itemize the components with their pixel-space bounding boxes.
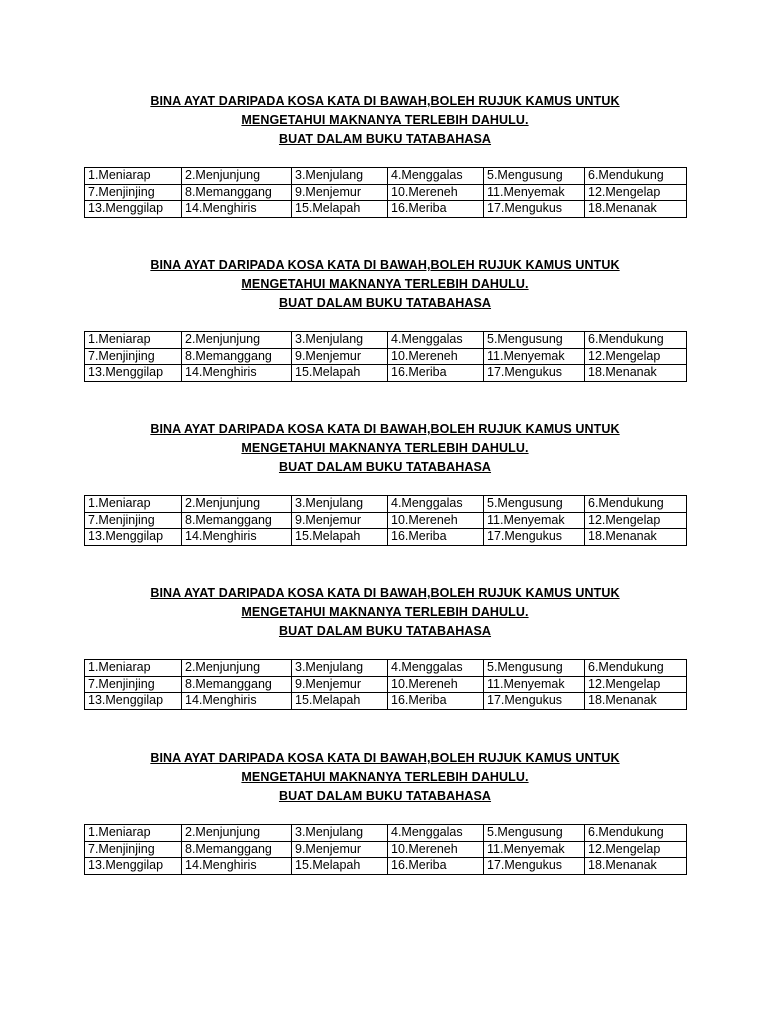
word-cell: 10.Mereneh: [388, 676, 484, 693]
heading-line-1: BINA AYAT DARIPADA KOSA KATA DI BAWAH,BOLEH RUJUK KAMUS UNTUK: [150, 258, 620, 272]
table-row: [85, 332, 687, 349]
word-cell: 2.Menjunjung: [182, 168, 292, 185]
heading-line-2: MENGETAHUI MAKNANYA TERLEBIH DAHULU.: [241, 441, 529, 455]
word-cell: 7.Menjinjing: [85, 676, 182, 693]
table-row: [85, 529, 687, 546]
word-cell: 5.Mengusung: [484, 660, 585, 677]
table-row: [85, 201, 687, 218]
word-cell: 7.Menjinjing: [85, 184, 182, 201]
word-cell: 18.Menanak: [585, 858, 687, 875]
word-cell: 2.Menjunjung: [182, 660, 292, 677]
word-cell: 13.Menggilap: [85, 365, 182, 382]
heading-line-2: MENGETAHUI MAKNANYA TERLEBIH DAHULU.: [241, 770, 529, 784]
exercise-section-2: [84, 256, 686, 379]
word-cell: 17.Mengukus: [484, 858, 585, 875]
word-cell: 8.Memanggang: [182, 184, 292, 201]
word-cell: 6.Mendukung: [585, 168, 687, 185]
word-cell: 15.Melapah: [292, 529, 388, 546]
word-cell: 15.Melapah: [292, 365, 388, 382]
word-cell: 16.Meriba: [388, 693, 484, 710]
vocabulary-table: [84, 659, 687, 710]
word-cell: 7.Menjinjing: [85, 841, 182, 858]
word-cell: 7.Menjinjing: [85, 348, 182, 365]
word-cell: 9.Menjemur: [292, 512, 388, 529]
word-cell: 10.Mereneh: [388, 512, 484, 529]
word-cell: 4.Menggalas: [388, 332, 484, 349]
heading-line-3: BUAT DALAM BUKU TATABAHASA: [278, 624, 492, 638]
word-cell: 5.Mengusung: [484, 168, 585, 185]
word-cell: 5.Mengusung: [484, 496, 585, 513]
word-cell: 11.Menyemak: [484, 676, 585, 693]
word-cell: 3.Menjulang: [292, 660, 388, 677]
word-cell: 1.Meniarap: [85, 332, 182, 349]
word-cell: 12.Mengelap: [585, 841, 687, 858]
word-cell: 5.Mengusung: [484, 825, 585, 842]
table-row: [85, 168, 687, 185]
word-cell: 4.Menggalas: [388, 168, 484, 185]
word-cell: 13.Menggilap: [85, 529, 182, 546]
word-cell: 16.Meriba: [388, 529, 484, 546]
word-cell: 9.Menjemur: [292, 841, 388, 858]
exercise-section-1: [84, 92, 686, 215]
word-cell: 6.Mendukung: [585, 660, 687, 677]
word-cell: 14.Menghiris: [182, 365, 292, 382]
word-cell: 1.Meniarap: [85, 660, 182, 677]
heading-line-2: MENGETAHUI MAKNANYA TERLEBIH DAHULU.: [241, 277, 529, 291]
exercise-section-3: [84, 420, 686, 543]
word-cell: 12.Mengelap: [585, 676, 687, 693]
word-cell: 12.Mengelap: [585, 512, 687, 529]
word-cell: 11.Menyemak: [484, 841, 585, 858]
heading-line-1: BINA AYAT DARIPADA KOSA KATA DI BAWAH,BOLEH RUJUK KAMUS UNTUK: [150, 751, 620, 765]
word-cell: 1.Meniarap: [85, 168, 182, 185]
table-row: [85, 660, 687, 677]
word-cell: 17.Mengukus: [484, 693, 585, 710]
word-cell: 17.Mengukus: [484, 529, 585, 546]
word-cell: 8.Memanggang: [182, 512, 292, 529]
word-cell: 4.Menggalas: [388, 825, 484, 842]
table-row: [85, 184, 687, 201]
table-row: [85, 825, 687, 842]
heading-line-3: BUAT DALAM BUKU TATABAHASA: [278, 296, 492, 310]
word-cell: 15.Melapah: [292, 201, 388, 218]
table-row: [85, 512, 687, 529]
word-cell: 18.Menanak: [585, 693, 687, 710]
word-cell: 14.Menghiris: [182, 693, 292, 710]
word-cell: 12.Mengelap: [585, 184, 687, 201]
word-cell: 12.Mengelap: [585, 348, 687, 365]
word-cell: 2.Menjunjung: [182, 496, 292, 513]
heading-line-1: BINA AYAT DARIPADA KOSA KATA DI BAWAH,BOLEH RUJUK KAMUS UNTUK: [150, 94, 620, 108]
word-cell: 4.Menggalas: [388, 660, 484, 677]
word-cell: 6.Mendukung: [585, 332, 687, 349]
word-cell: 11.Menyemak: [484, 348, 585, 365]
word-cell: 17.Mengukus: [484, 365, 585, 382]
word-cell: 6.Mendukung: [585, 496, 687, 513]
word-cell: 18.Menanak: [585, 365, 687, 382]
word-cell: 15.Melapah: [292, 858, 388, 875]
word-cell: 8.Memanggang: [182, 676, 292, 693]
table-row: [85, 496, 687, 513]
word-cell: 1.Meniarap: [85, 825, 182, 842]
word-cell: 13.Menggilap: [85, 693, 182, 710]
heading-line-3: BUAT DALAM BUKU TATABAHASA: [278, 132, 492, 146]
word-cell: 9.Menjemur: [292, 348, 388, 365]
word-cell: 16.Meriba: [388, 365, 484, 382]
table-row: [85, 365, 687, 382]
exercise-section-5: [84, 749, 686, 872]
word-cell: 3.Menjulang: [292, 496, 388, 513]
word-cell: 4.Menggalas: [388, 496, 484, 513]
word-cell: 18.Menanak: [585, 529, 687, 546]
word-cell: 10.Mereneh: [388, 348, 484, 365]
heading-line-2: MENGETAHUI MAKNANYA TERLEBIH DAHULU.: [241, 605, 529, 619]
word-cell: 16.Meriba: [388, 201, 484, 218]
word-cell: 9.Menjemur: [292, 676, 388, 693]
word-cell: 13.Menggilap: [85, 858, 182, 875]
word-cell: 13.Menggilap: [85, 201, 182, 218]
word-cell: 8.Memanggang: [182, 841, 292, 858]
word-cell: 1.Meniarap: [85, 496, 182, 513]
word-cell: 3.Menjulang: [292, 332, 388, 349]
word-cell: 11.Menyemak: [484, 512, 585, 529]
section-heading: [84, 420, 686, 477]
word-cell: 14.Menghiris: [182, 529, 292, 546]
word-cell: 17.Mengukus: [484, 201, 585, 218]
section-heading: [84, 92, 686, 149]
section-heading: [84, 584, 686, 641]
vocabulary-table: [84, 167, 687, 218]
word-cell: 14.Menghiris: [182, 858, 292, 875]
word-cell: 5.Mengusung: [484, 332, 585, 349]
word-cell: 10.Mereneh: [388, 841, 484, 858]
word-cell: 14.Menghiris: [182, 201, 292, 218]
heading-line-3: BUAT DALAM BUKU TATABAHASA: [278, 789, 492, 803]
word-cell: 16.Meriba: [388, 858, 484, 875]
word-cell: 11.Menyemak: [484, 184, 585, 201]
table-row: [85, 348, 687, 365]
exercise-section-4: [84, 584, 686, 707]
table-row: [85, 693, 687, 710]
heading-line-2: MENGETAHUI MAKNANYA TERLEBIH DAHULU.: [241, 113, 529, 127]
word-cell: 7.Menjinjing: [85, 512, 182, 529]
heading-line-1: BINA AYAT DARIPADA KOSA KATA DI BAWAH,BOLEH RUJUK KAMUS UNTUK: [150, 586, 620, 600]
word-cell: 6.Mendukung: [585, 825, 687, 842]
section-heading: [84, 256, 686, 313]
word-cell: 2.Menjunjung: [182, 825, 292, 842]
vocabulary-table: [84, 331, 687, 382]
table-row: [85, 676, 687, 693]
heading-line-3: BUAT DALAM BUKU TATABAHASA: [278, 460, 492, 474]
word-cell: 3.Menjulang: [292, 825, 388, 842]
word-cell: 2.Menjunjung: [182, 332, 292, 349]
vocabulary-table: [84, 495, 687, 546]
heading-line-1: BINA AYAT DARIPADA KOSA KATA DI BAWAH,BOLEH RUJUK KAMUS UNTUK: [150, 422, 620, 436]
word-cell: 8.Memanggang: [182, 348, 292, 365]
word-cell: 3.Menjulang: [292, 168, 388, 185]
word-cell: 18.Menanak: [585, 201, 687, 218]
table-row: [85, 841, 687, 858]
section-heading: [84, 749, 686, 806]
word-cell: 9.Menjemur: [292, 184, 388, 201]
vocabulary-table: [84, 824, 687, 875]
word-cell: 10.Mereneh: [388, 184, 484, 201]
word-cell: 15.Melapah: [292, 693, 388, 710]
table-row: [85, 858, 687, 875]
